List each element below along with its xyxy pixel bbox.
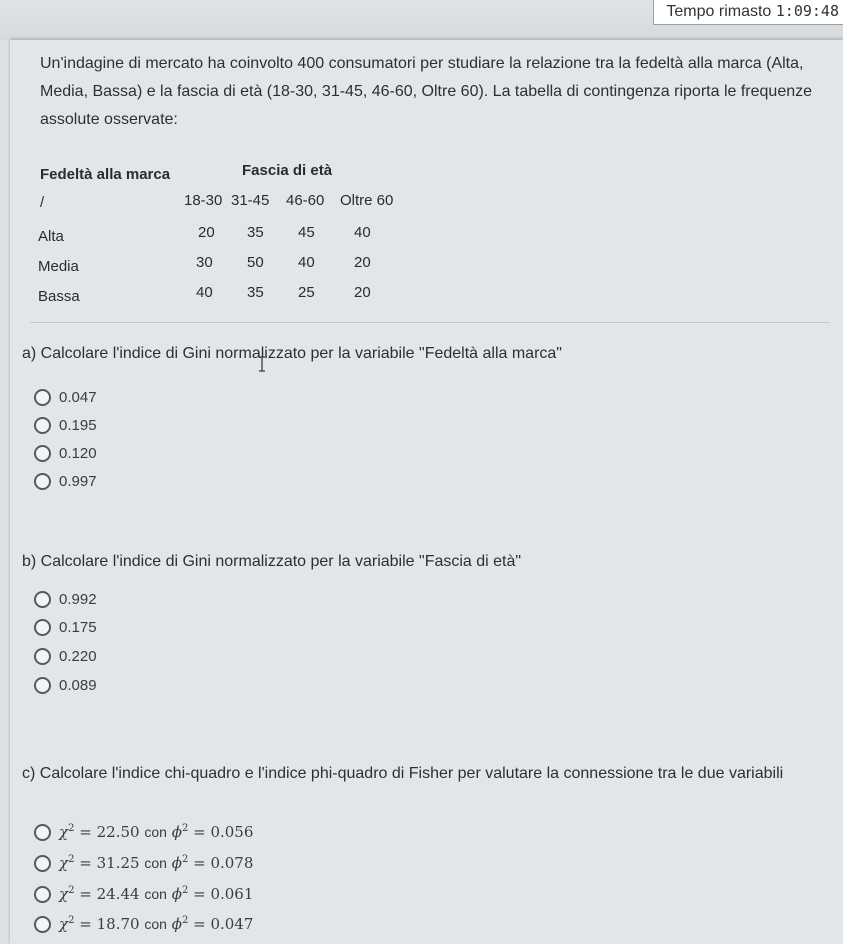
row-label: Bassa [38,288,80,305]
radio-icon[interactable] [34,619,51,636]
question-b-option[interactable]: 0.220 [34,643,97,669]
option-formula: $\chi^2 = 24.44$ con $\phi^2 = 0.061$ [59,885,254,903]
row-variable-header: Fedeltà alla marca [40,166,171,183]
option-formula: $\chi^2 = 18.70$ con $\phi^2 = 0.047$ [59,915,254,933]
column-header: 46-60 [286,192,325,209]
table-cell: 20 [354,254,371,271]
table-cell: 20 [198,224,215,241]
radio-icon[interactable] [34,824,51,841]
table-cell: 40 [354,224,371,241]
text-cursor-icon [258,356,266,372]
table-cell: 40 [196,284,213,301]
question-intro: Un'indagine di mercato ha coinvolto 400 consumatori per studiare la relazione tra la fedeltà alla marca (Alta, Media, Bassa) e la fascia di età (18-30, 31-45, 46-60, Oltre 60). La tabella di contingenza riporta le frequenze assolute osservate: [40,55,813,128]
option-formula: $\chi^2 = 22.50$ con $\phi^2 = 0.056$ [59,823,254,841]
question-c-option[interactable] [34,881,253,907]
radio-icon[interactable] [34,677,51,694]
question-b-option[interactable]: 0.089 [34,672,97,698]
question-c-text: c) Calcolare l'indice chi-quadro e l'indice phi-quadro di Fisher per valutare la connessione tra le due variabili [22,765,784,782]
row-label: Media [38,258,79,275]
timer-label: Tempo rimasto [666,3,772,20]
question-b-option[interactable]: 0.992 [34,586,97,612]
table-cell: 25 [298,284,315,301]
question-a-option[interactable]: 0.047 [34,384,97,410]
divider [30,322,830,323]
table-cell: 50 [247,254,264,271]
contingency-table [36,160,416,310]
table-cell: 35 [247,284,264,301]
row-label: Alta [38,228,64,245]
question-a-text: a) Calcolare l'indice di Gini normalizzato per la variabile "Fedeltà alla marca" [22,345,562,362]
column-header: Oltre 60 [340,192,394,209]
radio-icon[interactable] [34,916,51,933]
question-c-option[interactable] [34,819,253,845]
question-b-text: b) Calcolare l'indice di Gini normalizzato per la variabile "Fascia di età" [22,553,522,570]
question-a-option[interactable]: 0.997 [34,468,97,494]
question-a-option[interactable]: 0.120 [34,440,97,466]
column-header: 18-30 [184,192,223,209]
radio-icon[interactable] [34,648,51,665]
table-corner: / [40,194,45,211]
radio-icon[interactable] [34,389,51,406]
column-header: 31-45 [231,192,270,209]
time-remaining [653,0,843,25]
radio-icon[interactable] [34,473,51,490]
top-bar [0,0,843,40]
radio-icon[interactable] [34,445,51,462]
radio-icon[interactable] [34,855,51,872]
radio-icon[interactable] [34,417,51,434]
question-c-option[interactable] [34,911,253,937]
table-cell: 45 [298,224,315,241]
table-cell: 40 [298,254,315,271]
question-b-option[interactable]: 0.175 [34,614,97,640]
table-cell: 20 [354,284,371,301]
radio-icon[interactable] [34,886,51,903]
question-a-option[interactable]: 0.195 [34,412,97,438]
timer-value: 1:09:48 [775,2,839,20]
table-cell: 30 [196,254,213,271]
question-c-option[interactable] [34,850,253,876]
column-variable-header: Fascia di età [242,162,333,179]
table-cell: 35 [247,224,264,241]
option-formula: $\chi^2 = 31.25$ con $\phi^2 = 0.078$ [59,854,254,872]
radio-icon[interactable] [34,591,51,608]
